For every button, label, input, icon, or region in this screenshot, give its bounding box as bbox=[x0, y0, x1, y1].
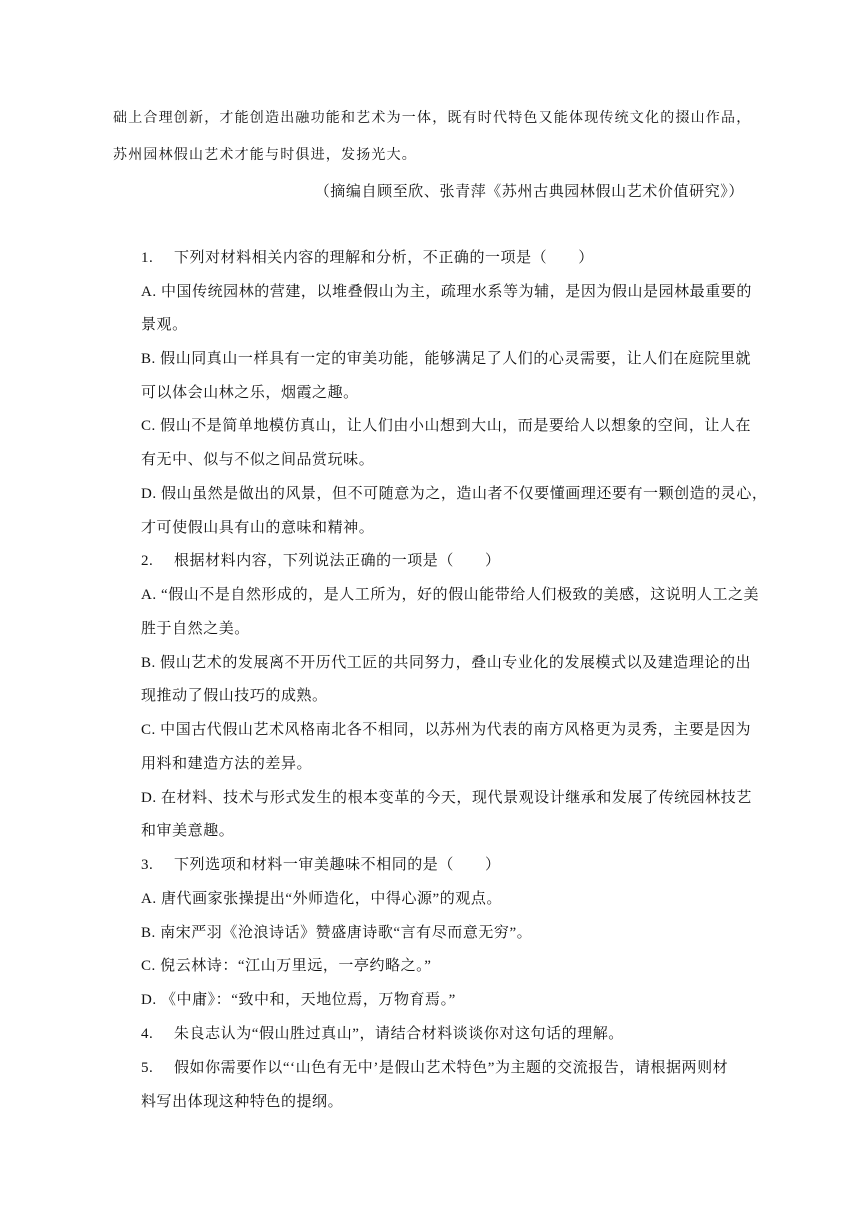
question-2-option-a-cont: 胜于自然之美。 bbox=[141, 621, 250, 637]
source-citation: （摘编自顾至欣、张青萍《苏州古典园林假山艺术价值研究》） bbox=[314, 184, 744, 200]
question-2-option-a: A. “假山不是自然形成的，是人工所为，好的假山能带给人们极致的美感，这说明人工之美 bbox=[141, 587, 760, 603]
question-5-stem-cont: 料写出体现这种特色的提纲。 bbox=[141, 1094, 344, 1110]
question-text: 下列选项和材料一审美趣味不相同的是（ ） bbox=[174, 857, 501, 873]
question-2-stem bbox=[141, 551, 501, 571]
question-1-option-d-cont: 才可使假山具有山的意味和精神。 bbox=[141, 520, 375, 536]
question-text: 假如你需要作以“‘山色有无中’是假山艺术特色”为主题的交流报告，请根据两则材 bbox=[174, 1060, 729, 1076]
question-3-option-a: A. 唐代画家张操提出“外师造化，中得心源”的观点。 bbox=[141, 891, 502, 907]
question-1-option-c: C. 假山不是简单地模仿真山，让人们由小山想到大山，而是要给人以想象的空间，让人在 bbox=[141, 418, 752, 434]
question-2-option-b: B. 假山艺术的发展离不开历代工匠的共同努力，叠山专业化的发展模式以及建造理论的出 bbox=[141, 655, 752, 671]
question-3-option-c: C. 倪云林诗：“江山万里远，一亭约略之。” bbox=[141, 958, 432, 974]
question-2-option-c: C. 中国古代假山艺术风格南北各不相同，以苏州为代表的南方风格更为灵秀，主要是因为 bbox=[141, 722, 752, 738]
question-2-option-d: D. 在材料、技术与形式发生的根本变革的今天，现代景观设计继承和发展了传统园林技艺 bbox=[141, 790, 752, 806]
question-2-option-d-cont: 和审美意趣。 bbox=[141, 823, 235, 839]
question-4-stem bbox=[141, 1024, 624, 1044]
question-number: 3. bbox=[141, 857, 154, 873]
question-1-option-b-cont: 可以体会山林之乐，烟霞之趣。 bbox=[141, 385, 359, 401]
question-3-stem bbox=[141, 855, 501, 875]
intro-text-line-1: 础上合理创新，才能创造出融功能和艺术为一体，既有时代特色又能体现传统文化的掇山作品， bbox=[113, 110, 752, 126]
question-1-option-a: A. 中国传统园林的营建，以堆叠假山为主，疏理水系等为辅，是因为假山是园林最重要的 bbox=[141, 284, 752, 300]
question-1-option-b: B. 假山同真山一样具有一定的审美功能，能够满足了人们的心灵需要，让人们在庭院里就 bbox=[141, 351, 752, 367]
question-2-option-b-cont: 现推动了假山技巧的成熟。 bbox=[141, 688, 328, 704]
question-3-option-b: B. 南宋严羽《沧浪诗话》赞盛唐诗歌“言有尽而意无穷”。 bbox=[141, 925, 533, 941]
question-text: 朱良志认为“假山胜过真山”，请结合材料谈谈你对这句话的理解。 bbox=[174, 1026, 624, 1042]
question-number: 1. bbox=[141, 250, 154, 266]
question-2-option-c-cont: 用料和建造方法的差异。 bbox=[141, 756, 313, 772]
question-1-option-d: D. 假山虽然是做出的风景，但不可随意为之，造山者不仅要懂画理还要有一颗创造的灵心， bbox=[141, 486, 768, 502]
question-text: 根据材料内容，下列说法正确的一项是（ ） bbox=[174, 553, 501, 569]
question-text: 下列对材料相关内容的理解和分析，不正确的一项是（ ） bbox=[174, 250, 594, 266]
question-number: 4. bbox=[141, 1026, 154, 1042]
question-5-stem bbox=[141, 1058, 728, 1078]
question-3-option-d: D. 《中庸》：“致中和，天地位焉，万物育焉。” bbox=[141, 992, 456, 1008]
question-1-option-c-cont: 有无中、似与不似之间品赏玩味。 bbox=[141, 452, 375, 468]
question-1-option-a-cont: 景观。 bbox=[141, 317, 188, 333]
question-number: 2. bbox=[141, 553, 154, 569]
question-number: 5. bbox=[141, 1060, 154, 1076]
intro-text-line-2: 苏州园林假山艺术才能与时俱进，发扬光大。 bbox=[113, 147, 417, 163]
question-1-stem bbox=[141, 248, 594, 268]
